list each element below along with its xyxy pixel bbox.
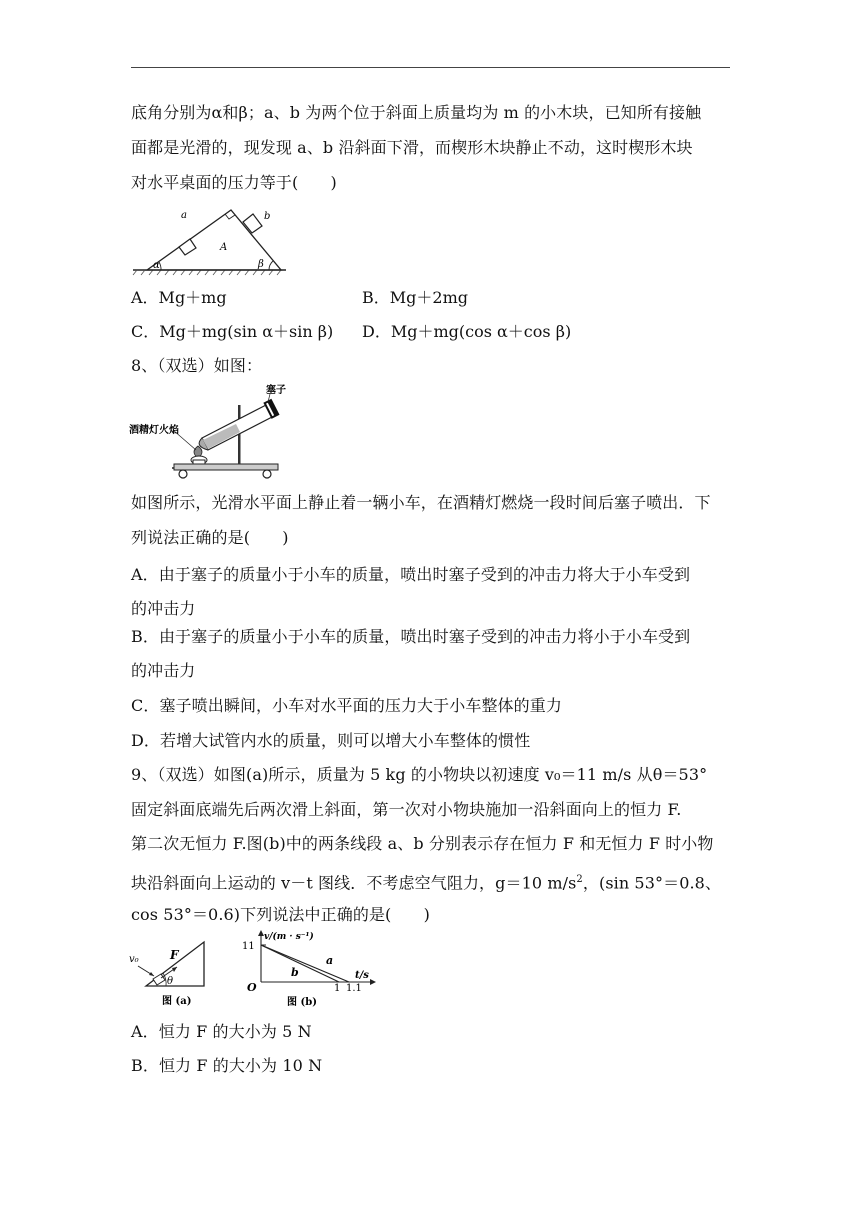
q7-line-2: 面都是光滑的，现发现 a、b 沿斜面下滑，而楔形木块静止不动，这时楔形木块 bbox=[131, 138, 693, 157]
x-tick-1-1: 1.1 bbox=[346, 983, 362, 994]
q7-option-a: A．Mg＋mg bbox=[131, 288, 227, 307]
q8-heading: 8、（双选）如图： bbox=[131, 356, 263, 375]
vt-graph-b bbox=[242, 928, 382, 1010]
origin-label: O bbox=[247, 981, 257, 994]
line-a bbox=[261, 945, 349, 982]
label-v0: v₀ bbox=[129, 954, 139, 965]
label-flame: 酒精灯火焰 bbox=[129, 425, 179, 436]
q8-option-a-1: A．由于塞子的质量小于小车的质量，喷出时塞子受到的冲击力将大于小车受到 bbox=[131, 565, 691, 584]
wedge-figure bbox=[131, 205, 291, 277]
x-tick-1: 1 bbox=[334, 983, 341, 994]
label-line-b: b bbox=[291, 966, 299, 979]
caption-a: 图 (a) bbox=[162, 996, 192, 1007]
q8-option-b-2: 的冲击力 bbox=[131, 661, 196, 680]
caption-b: 图 (b) bbox=[287, 997, 317, 1008]
label-a: a bbox=[181, 210, 187, 221]
q8-option-b-1: B．由于塞子的质量小于小车的质量，喷出时塞子受到的冲击力将小于小车受到 bbox=[131, 627, 691, 646]
q9-line-1: 9、（双选）如图(a)所示，质量为 5 kg 的小物块以初速度 v₀＝11 m/s 从θ＝53° bbox=[131, 765, 708, 784]
q9-line-5: cos 53°＝0.6)下列说法中正确的是( ) bbox=[131, 905, 430, 924]
q9-line-3: 第二次无恒力 F.图(b)中的两条线段 a、b 分别表示存在恒力 F 和无恒力 F 时小物 bbox=[131, 834, 714, 853]
incline-figure-a bbox=[128, 934, 213, 1010]
label-b: b bbox=[264, 211, 271, 222]
label-alpha: α bbox=[153, 260, 160, 271]
y-axis-label: v/(m · s⁻¹) bbox=[264, 932, 314, 942]
label-theta: θ bbox=[167, 976, 174, 987]
label-line-a: a bbox=[326, 954, 334, 967]
label-wedge-A: A bbox=[220, 242, 228, 253]
x-axis-label: t/s bbox=[355, 970, 369, 981]
cart-figure bbox=[128, 380, 288, 480]
q9-line-4 bbox=[131, 870, 721, 893]
q8-option-c: C．塞子喷出瞬间，小车对水平面的压力大于小车整体的重力 bbox=[131, 696, 562, 715]
q8-stem-1: 如图所示，光滑水平面上静止着一辆小车，在酒精灯燃烧一段时间后塞子喷出．下 bbox=[131, 493, 711, 512]
q9-option-a: A．恒力 F 的大小为 5 N bbox=[131, 1022, 312, 1041]
label-cork: 塞子 bbox=[266, 385, 286, 396]
q9-line-4-main: 块沿斜面向上运动的 v－t 图线．不考虑空气阻力，g＝10 m/s bbox=[131, 873, 577, 893]
q7-line-1: 底角分别为α和β；a、b 为两个位于斜面上质量均为 m 的小木块，已知所有接触 bbox=[131, 103, 702, 122]
q8-stem-2: 列说法正确的是( ) bbox=[131, 528, 289, 547]
label-F: F bbox=[170, 948, 179, 962]
q7-option-b: B．Mg＋2mg bbox=[362, 288, 468, 307]
q9-line-4-tail: ，(sin 53°＝0.8、 bbox=[582, 873, 722, 893]
header-rule bbox=[131, 67, 730, 68]
label-beta: β bbox=[258, 259, 264, 270]
q7-option-d: D．Mg＋mg(cos α＋cos β) bbox=[362, 322, 572, 341]
y-tick-11: 11 bbox=[242, 941, 255, 952]
q8-option-d: D．若增大试管内水的质量，则可以增大小车整体的惯性 bbox=[131, 731, 531, 750]
q7-option-c: C．Mg＋mg(sin α＋sin β) bbox=[131, 322, 334, 341]
q9-option-b: B．恒力 F 的大小为 10 N bbox=[131, 1056, 323, 1075]
q7-line-3: 对水平桌面的压力等于( ) bbox=[131, 173, 337, 192]
q9-line-4-sup: 2 bbox=[576, 874, 583, 885]
q9-line-2: 固定斜面底端先后两次滑上斜面，第一次对小物块施加一沿斜面向上的恒力 F. bbox=[131, 800, 682, 819]
q8-option-a-2: 的冲击力 bbox=[131, 599, 196, 618]
